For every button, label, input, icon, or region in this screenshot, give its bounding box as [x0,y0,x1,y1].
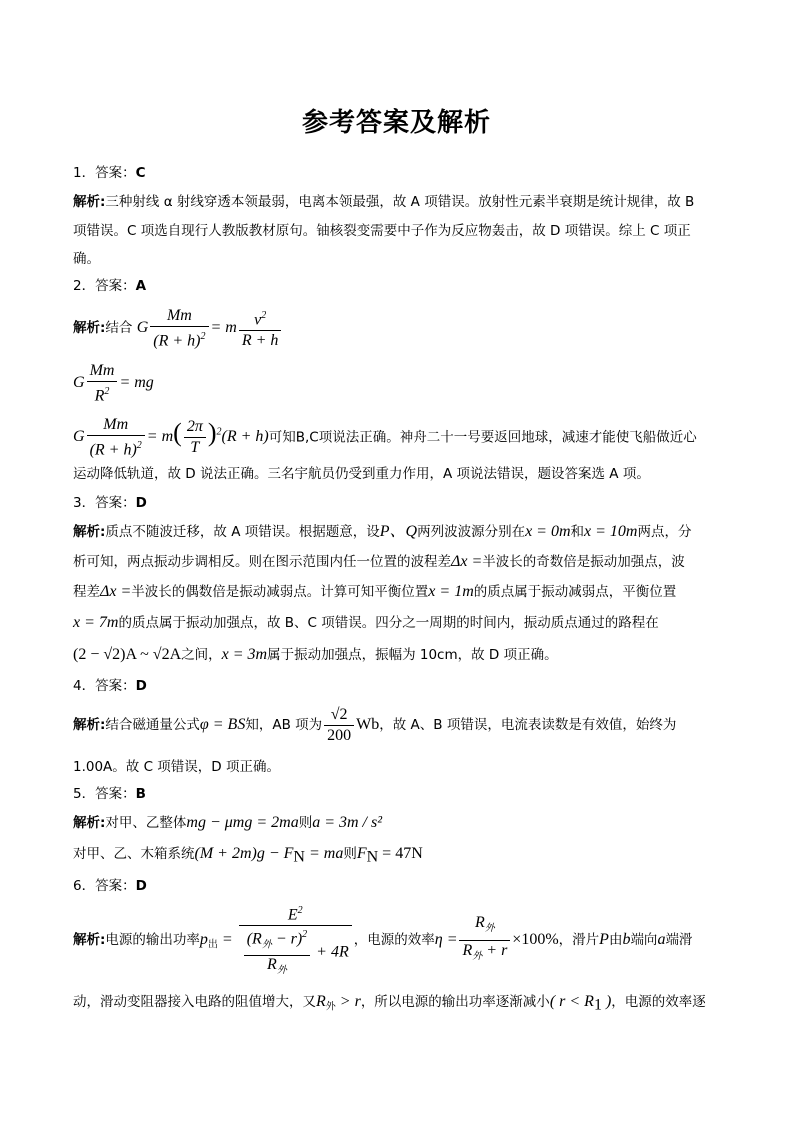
q6-sub-out: 出 [207,939,218,951]
q2-answer-value: A [135,278,147,294]
q6-text-2i: ，电源的效率逐 [611,994,706,1010]
q2-answer [73,276,733,296]
q3-explanation-line-1 [73,520,733,544]
q3-math-dx-1: Δx = [451,553,483,570]
q3-text-3e: 的质点属于振动减弱点，平衡位置 [473,584,677,600]
q3-text-1c: 两列波波源分别在 [417,524,526,540]
q5-math-fn-val: = 47N [378,845,423,862]
q2-formula-1-math: G $\frac{Mm}{(R + h)^2}$ = m $\frac{v^2}{R + h}$ [137,319,284,336]
q6-math-cond: ( r < R [549,993,594,1010]
q3-text-1g: 两点，分 [637,524,692,540]
q2-formula-2 [73,360,733,406]
q3-exp-label: 解析: [73,524,106,540]
q5-answer-value: B [135,786,146,802]
q5-math-2: (M + 2m)g − F [194,845,294,862]
q6-sub-1: 1 [593,996,602,1014]
q1-explanation-line-1 [73,192,733,212]
q4-answer-label: 4．答案： [73,678,136,694]
q6-math-pct: ×100% [512,931,559,948]
q6-text-1g: 端向 [630,932,658,948]
q6-explanation-line-2 [73,990,733,1020]
q6-answer [73,876,733,896]
q5-text-1c: 则 [298,815,313,831]
q3-text-2a: 析可知，两点振动步调相反。则在图示范围内任一位置的波程差 [73,554,451,570]
q6-text-1e: 由 [608,932,623,948]
q5-text-1a: 对甲、乙整体 [105,815,187,831]
q6-math-close: ) [601,993,612,1010]
q6-answer-value: D [135,878,147,894]
q3-answer-value: D [135,495,147,511]
q6-math-eta: η = [434,931,458,948]
q1-answer-label: 1．答案： [73,165,136,181]
q6-math-P: P [599,931,609,948]
q4-unit: Wb [356,716,380,733]
q3-text-1e: 和 [570,524,585,540]
q6-text-2a: 动，滑动变阻器接入电路的阻值增大，又 [73,994,316,1010]
q3-math-dx-2: Δx = [100,583,132,600]
q3-math-x1: x = 1m [428,583,474,600]
q3-explanation-line-5 [73,643,733,667]
q4-frac-den: 200 [327,726,352,744]
q3-text-2c: 半波长的奇数倍是振动加强点，波 [482,554,685,570]
q6-math-gt-r: > r [335,993,361,1010]
q3-text-5b: 之间， [181,647,222,663]
q6-eff-fraction: $\frac{R_外}{R_外 + r}$ [459,913,510,966]
q4-explanation-line-2: 1.00A。故 C 项错误，D 项正确。 [73,759,280,775]
q5-math-2b: = ma [304,845,344,862]
q3-text-1a: 质点不随波迁移，故 A 项错误。根据题意，设 [105,524,380,540]
q1-answer-value: C [135,165,146,181]
q5-sub-n-2: N [366,848,379,866]
q5-answer [73,784,733,804]
q6-text-1b: ，电源的效率 [353,932,435,948]
q2-formula-3-math: G $\frac{Mm}{(R + h)^2}$ = m( $\frac{2\pi}{T}$ )$^2$(R + h) [73,415,269,459]
q3-math-x0: x = 0m [525,523,571,540]
q5-explanation-line-2 [73,842,733,870]
q1-explanation-line-2: 项错误。C 项选自现行人教版教材原句。铀核裂变需要中子作为反应物轰击，故 D 项错误。综上 C 项正 [73,223,691,239]
q3-math-range: (2 − √2)A ~ √2A [73,646,182,663]
q6-sub-wai: 外 [325,1001,336,1013]
q6-math-p: p [199,931,208,948]
q2-formula-1 [73,305,733,351]
q6-explanation-line-1 [73,900,733,980]
q3-answer-label: 3．答案： [73,495,136,511]
page-title: 参考答案及解析 [301,108,491,138]
q3-text-5d: 属于振动加强点，振幅为 10cm，故 D 项正确。 [267,647,558,663]
q4-exp-label: 解析: [73,717,106,733]
q6-text-1c: ，滑片 [558,932,600,948]
q5-answer-label: 5．答案： [73,786,136,802]
q5-exp-label: 解析: [73,815,106,831]
q6-text-1i: 端滑 [665,932,693,948]
q1-answer [73,163,733,183]
q5-math-accel: a = 3m / s² [312,814,383,831]
q6-math-R: R [316,993,326,1010]
q4-text-1d: ，故 A、B 项错误，电流表读数是有效值，始终为 [379,717,677,733]
q5-text-2a: 对甲、乙、木箱系统 [73,846,195,862]
q5-math-fn: F [356,845,367,862]
q3-text-3c: 半波长的偶数倍是振动减弱点。计算可知平衡位置 [131,584,429,600]
q6-text-1a: 电源的输出功率 [105,932,200,948]
q3-text-3a: 程差 [73,584,100,600]
q3-math-x10: x = 10m [584,523,638,540]
q2-formula-2-math: G $\frac{Mm}{R^2}$ = mg [73,361,154,404]
q2-answer-label: 2．答案： [73,278,136,294]
q2-exp-prefix: 结合 [105,320,133,336]
q2-explanation-line-2: 运动降低轨道，故 D 说法正确。三名宇航员仍受到重力作用，A 项说法错误，题设答案选 A 项。 [73,466,650,482]
q4-fraction [324,705,354,746]
q4-text-1c: 知，AB 项为 [245,717,323,733]
q4-answer-value: D [135,678,147,694]
q5-explanation-line-1 [73,811,733,835]
q4-text-1a: 结合磁通量公式 [105,717,200,733]
q2-formula-3 [73,410,733,459]
q2-exp-text-1: 可知B,C项说法正确。神舟二十一号要返回地球，减速才能使飞船做近心 [268,429,697,446]
q5-math-1: mg − μmg = 2ma [186,814,299,831]
q4-frac-num: √2 [324,705,354,726]
q4-math-flux: φ = BS [199,716,246,733]
q1-exp-text-1: 三种射线 α 射线穿透本领最弱，电离本领最强，故 A 项错误。放射性元素半衰期是统计规律，故 B [105,194,695,210]
q5-sub-n-1: N [293,848,305,866]
q3-explanation-line-4 [73,611,733,635]
q6-answer-label: 6．答案： [73,878,136,894]
q3-math-x7: x = 7m [73,614,119,631]
q3-explanation-line-3 [73,580,733,604]
q1-explanation-line-3: 确。 [73,251,100,267]
q6-math-b: b [622,931,631,948]
q6-text-2e: ，所以电源的输出功率逐渐减小 [360,994,550,1010]
q3-answer [73,493,733,513]
q2-exp-label: 解析: [73,320,106,336]
q4-explanation-line-1 [73,702,733,748]
q6-power-formula: = $E^2$ $\frac{(R_外 - r)^2}{R_外}$ + 4R [218,931,354,948]
q4-answer [73,676,733,696]
q3-text-4b: 的质点属于振动加强点，故 B、C 项错误。四分之一周期的时间内，振动质点通过的路程在 [118,615,659,631]
q1-exp-label: 解析: [73,194,106,210]
q6-exp-label: 解析: [73,932,106,948]
q6-math-a: a [657,931,666,948]
q3-math-x3: x = 3m [221,646,268,663]
q3-math-pq: P、Q [379,523,418,540]
q5-text-2e: 则 [343,846,357,862]
q3-explanation-line-2 [73,550,733,574]
